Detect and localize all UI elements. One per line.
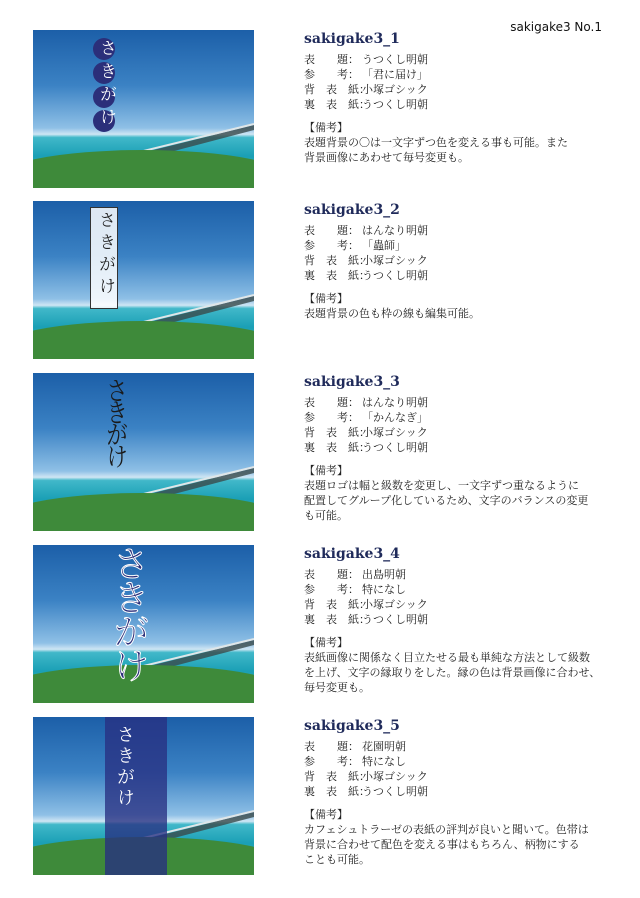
spec-key-title: 表 題： bbox=[304, 396, 359, 409]
spec-ref: 特になし bbox=[362, 583, 406, 596]
spec-title: はんなり明朝 bbox=[362, 224, 428, 237]
cover-thumbnail-5 bbox=[33, 717, 254, 875]
spec-ref: 「蟲師」 bbox=[362, 239, 406, 252]
spec-key-spine: 背 表 紙： bbox=[304, 83, 370, 96]
spec-key-spine: 背 表 紙： bbox=[304, 770, 370, 783]
spec-key-title: 表 題： bbox=[304, 224, 359, 237]
spec-key-back: 裏 表 紙： bbox=[304, 613, 370, 626]
spec-back: うつくし明朝 bbox=[362, 441, 428, 454]
spec-back: うつくし明朝 bbox=[362, 785, 428, 798]
cover-thumbnail-4 bbox=[33, 545, 254, 703]
spec-key-back: 裏 表 紙： bbox=[304, 441, 370, 454]
spec-key-ref: 参 考： bbox=[304, 68, 359, 81]
remark-heading: 【備考】 bbox=[304, 636, 348, 649]
entry-code: sakigake3_3 bbox=[304, 374, 400, 390]
bridge-ocean-image bbox=[33, 373, 254, 531]
design-entry-4 bbox=[0, 545, 640, 705]
remark-heading: 【備考】 bbox=[304, 464, 348, 477]
spec-key-back: 裏 表 紙： bbox=[304, 785, 370, 798]
spec-spine: 小塚ゴシック bbox=[362, 83, 428, 96]
spec-key-spine: 背 表 紙： bbox=[304, 254, 370, 267]
spec-spine: 小塚ゴシック bbox=[362, 598, 428, 611]
entry-code: sakigake3_1 bbox=[304, 31, 400, 47]
entry-info-3 bbox=[304, 373, 624, 523]
spec-title: 花園明朝 bbox=[362, 740, 406, 753]
cover-title-5: さきがけ bbox=[114, 725, 135, 809]
remark-text: 表題背景の〇は一文字ずつ色を変える事も可能。また 背景画像にあわせて毎号変更も。 bbox=[304, 136, 568, 164]
entry-info-1 bbox=[304, 30, 624, 165]
spec-key-title: 表 題： bbox=[304, 53, 359, 66]
cover-title-3: さきがけ bbox=[102, 377, 128, 465]
design-entry-1 bbox=[0, 30, 640, 190]
spec-key-ref: 参 考： bbox=[304, 239, 359, 252]
design-entry-3 bbox=[0, 373, 640, 533]
cover-title-2: さきがけ bbox=[95, 211, 115, 299]
remark-heading: 【備考】 bbox=[304, 808, 348, 821]
bridge-ocean-image bbox=[33, 30, 254, 188]
entry-info-2 bbox=[304, 201, 624, 321]
design-entry-2 bbox=[0, 201, 640, 361]
spec-key-back: 裏 表 紙： bbox=[304, 269, 370, 282]
cover-title-1: さきがけ bbox=[96, 39, 116, 131]
spec-back: うつくし明朝 bbox=[362, 269, 428, 282]
spec-key-title: 表 題： bbox=[304, 740, 359, 753]
spec-spine: 小塚ゴシック bbox=[362, 254, 428, 267]
cover-title-4: さきがけ bbox=[108, 545, 149, 681]
spec-key-spine: 背 表 紙： bbox=[304, 426, 370, 439]
spec-ref: 「かんなぎ」 bbox=[362, 411, 428, 424]
entry-info-4 bbox=[304, 545, 624, 695]
remark-text: 表題ロゴは幅と級数を変更し、一文字ずつ重なるように 配置してグループ化しているため、文字のバランスの変更 も可能。 bbox=[304, 479, 589, 522]
remark-text: カフェシュトラーゼの表紙の評判が良いと聞いて。色帯は 背景に合わせて配色を変える事はもちろん、柄物にする ことも可能。 bbox=[304, 823, 589, 866]
spec-key-ref: 参 考： bbox=[304, 583, 359, 596]
entry-code: sakigake3_2 bbox=[304, 202, 400, 218]
bridge-ocean-image bbox=[33, 201, 254, 359]
spec-title: はんなり明朝 bbox=[362, 396, 428, 409]
entry-code: sakigake3_5 bbox=[304, 718, 400, 734]
spec-back: うつくし明朝 bbox=[362, 613, 428, 626]
spec-key-spine: 背 表 紙： bbox=[304, 598, 370, 611]
spec-ref: 「君に届け」 bbox=[362, 68, 428, 81]
remark-heading: 【備考】 bbox=[304, 121, 348, 134]
entry-code: sakigake3_4 bbox=[304, 546, 400, 562]
remark-text: 表紙画像に関係なく目立たせる最も単純な方法として級数 を上げ、文字の縁取りをした。縁の色は背景画像に合わせ、 毎号変更も。 bbox=[304, 651, 601, 694]
spec-key-ref: 参 考： bbox=[304, 755, 359, 768]
remark-heading: 【備考】 bbox=[304, 292, 348, 305]
spec-ref: 特になし bbox=[362, 755, 406, 768]
spec-key-back: 裏 表 紙： bbox=[304, 98, 370, 111]
cover-thumbnail-2 bbox=[33, 201, 254, 359]
entry-info-5 bbox=[304, 717, 624, 867]
spec-key-title: 表 題： bbox=[304, 568, 359, 581]
spec-key-ref: 参 考： bbox=[304, 411, 359, 424]
spec-title: 出島明朝 bbox=[362, 568, 406, 581]
page-label: sakigake3 No.1 bbox=[510, 20, 602, 34]
spec-back: うつくし明朝 bbox=[362, 98, 428, 111]
spec-spine: 小塚ゴシック bbox=[362, 770, 428, 783]
design-entry-5 bbox=[0, 717, 640, 877]
spec-title: うつくし明朝 bbox=[362, 53, 428, 66]
cover-thumbnail-3 bbox=[33, 373, 254, 531]
remark-text: 表題背景の色も枠の線も編集可能。 bbox=[304, 307, 480, 320]
spec-spine: 小塚ゴシック bbox=[362, 426, 428, 439]
cover-thumbnail-1 bbox=[33, 30, 254, 188]
